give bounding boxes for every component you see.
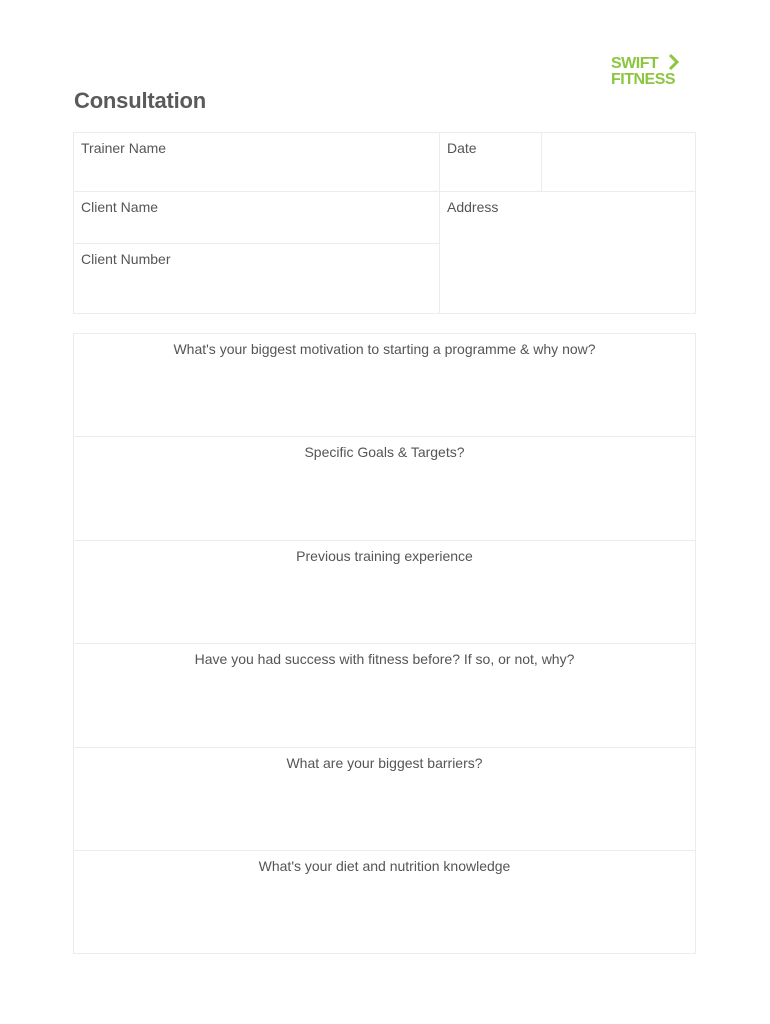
logo-line-1: SWIFT (611, 55, 659, 72)
date-value-field[interactable] (542, 133, 695, 191)
date-field[interactable] (440, 133, 541, 191)
trainer-name-label: Trainer Name (81, 140, 167, 156)
questions-table (73, 333, 696, 954)
address-field[interactable] (440, 192, 695, 313)
question-row[interactable] (74, 437, 695, 540)
question-row[interactable] (74, 541, 695, 644)
page-title: Consultation (74, 88, 207, 113)
question-label: Previous training experience (296, 547, 473, 564)
question-label: What's your biggest motivation to starting a programme & why now? (173, 341, 596, 357)
client-name-field[interactable] (74, 192, 439, 243)
date-label: Date (447, 140, 477, 156)
client-name-label: Client Name (81, 199, 159, 215)
question-row[interactable] (74, 334, 695, 437)
client-number-label: Client Number (81, 251, 171, 267)
client-number-field[interactable] (74, 244, 439, 313)
question-row[interactable] (74, 851, 695, 954)
logo-line-2: FITNESS (611, 71, 676, 87)
question-label: Specific Goals & Targets? (304, 444, 465, 461)
address-label: Address (447, 199, 499, 215)
swift-fitness-logo (610, 53, 698, 87)
client-info-table (73, 132, 696, 314)
trainer-name-field[interactable] (74, 133, 439, 191)
question-label: What are your biggest barriers? (286, 754, 483, 771)
question-label: What's your diet and nutrition knowledge (258, 857, 511, 874)
question-row[interactable] (74, 644, 695, 747)
question-label: Have you had success with fitness before? If so, or not, why? (194, 651, 575, 668)
logo-arrow-icon (670, 55, 677, 69)
question-row[interactable] (74, 748, 695, 851)
